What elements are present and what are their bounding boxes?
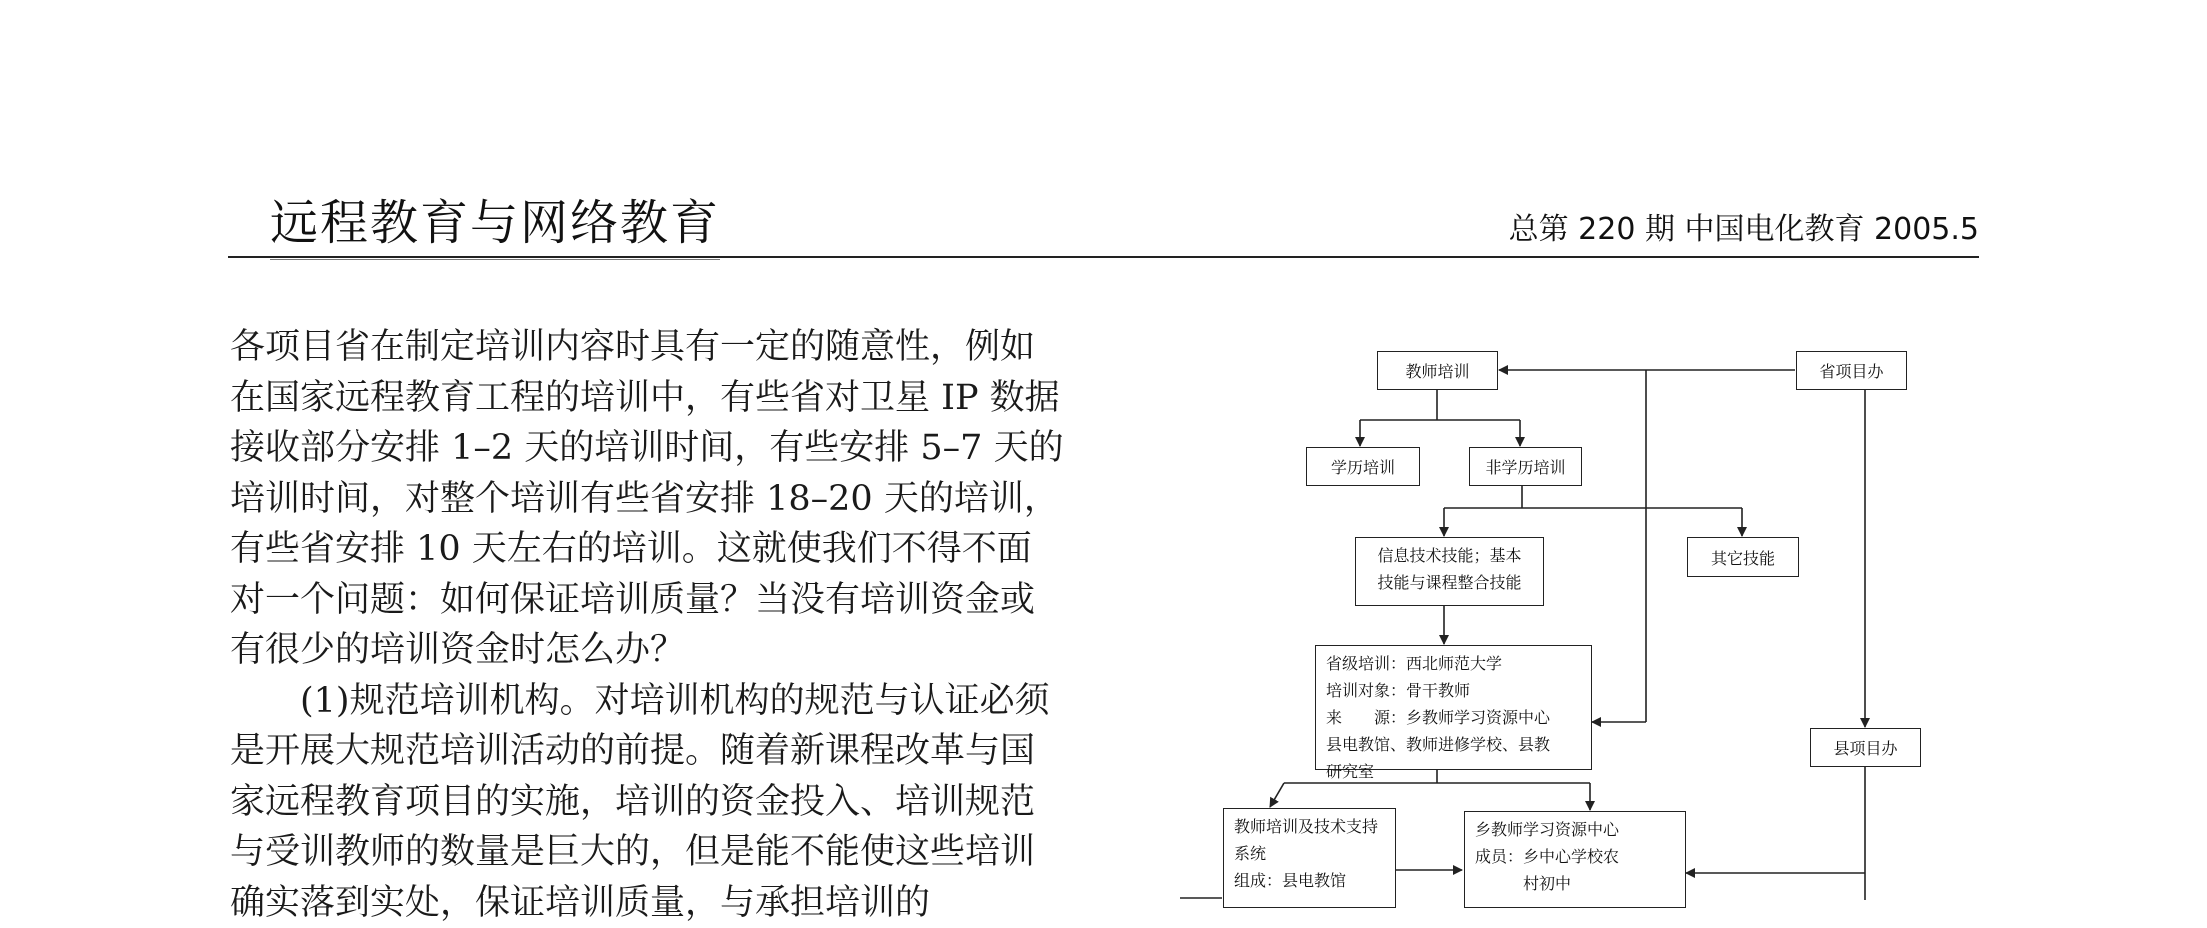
node-other-skills: 其它技能	[1687, 537, 1799, 577]
it-skills-line-2: 技能与课程整合技能	[1366, 569, 1533, 596]
prov-training-line-4: 县电教馆、教师进修学校、县教	[1326, 731, 1581, 758]
node-county-office: 县项目办	[1810, 728, 1921, 767]
it-skills-line-1: 信息技术技能；基本	[1366, 542, 1533, 569]
article-body	[230, 322, 1066, 928]
prov-training-line-5: 研究室	[1326, 758, 1581, 785]
node-non-degree-training: 非学历培训	[1469, 447, 1582, 486]
node-resource-center	[1464, 811, 1686, 908]
node-provincial-training	[1315, 645, 1592, 770]
paragraph-2: (1)规范培训机构。对培训机构的规范与认证必须是开展大规范培训活动的前提。随着新课程改革与国家远程教育项目的实施，培训的资金投入、培训规范与受训教师的数量是巨大的，但是能不能使这些培训确实落到实处，保证培训质量，与承担培训的	[230, 676, 1066, 928]
prov-training-line-3: 来 源：乡教师学习资源中心	[1326, 704, 1581, 731]
node-it-skills	[1355, 537, 1544, 606]
node-degree-training: 学历培训	[1306, 447, 1420, 486]
prov-training-line-1: 省级培训：西北师范大学	[1326, 650, 1581, 677]
resource-line-1: 乡教师学习资源中心	[1475, 816, 1675, 843]
prov-training-line-2: 培训对象：骨干教师	[1326, 677, 1581, 704]
training-flowchart	[1180, 330, 1980, 900]
node-teacher-training: 教师培训	[1377, 351, 1498, 390]
node-provincial-office: 省项目办	[1796, 351, 1907, 390]
issue-info: 总第 220 期 中国电化教育 2005.5	[1509, 204, 1979, 248]
support-line-3: 组成：县电教馆	[1234, 867, 1385, 894]
paragraph-1: 各项目省在制定培训内容时具有一定的随意性，例如在国家远程教育工程的培训中，有些省对卫星 IP 数据接收部分安排 1–2 天的培训时间，有些安排 5–7 天的培训时间，对整个培训有些省安排 18–20 天的培训，有些省安排 10 天左右的培训。这就使我们不得不面对一个问题：如何保证培训质量？当没有培训资金或有很少的培训资金时怎么办？	[230, 322, 1066, 676]
resource-line-3: 村初中	[1475, 870, 1675, 897]
support-line-1: 教师培训及技术支持	[1234, 813, 1385, 840]
edge-to-support	[1270, 783, 1284, 807]
header-rule	[228, 256, 1979, 258]
section-title: 远程教育与网络教育	[270, 184, 720, 260]
node-support-system	[1223, 808, 1396, 908]
support-line-2: 系统	[1234, 840, 1385, 867]
resource-line-2: 成员：乡中心学校农	[1475, 843, 1675, 870]
